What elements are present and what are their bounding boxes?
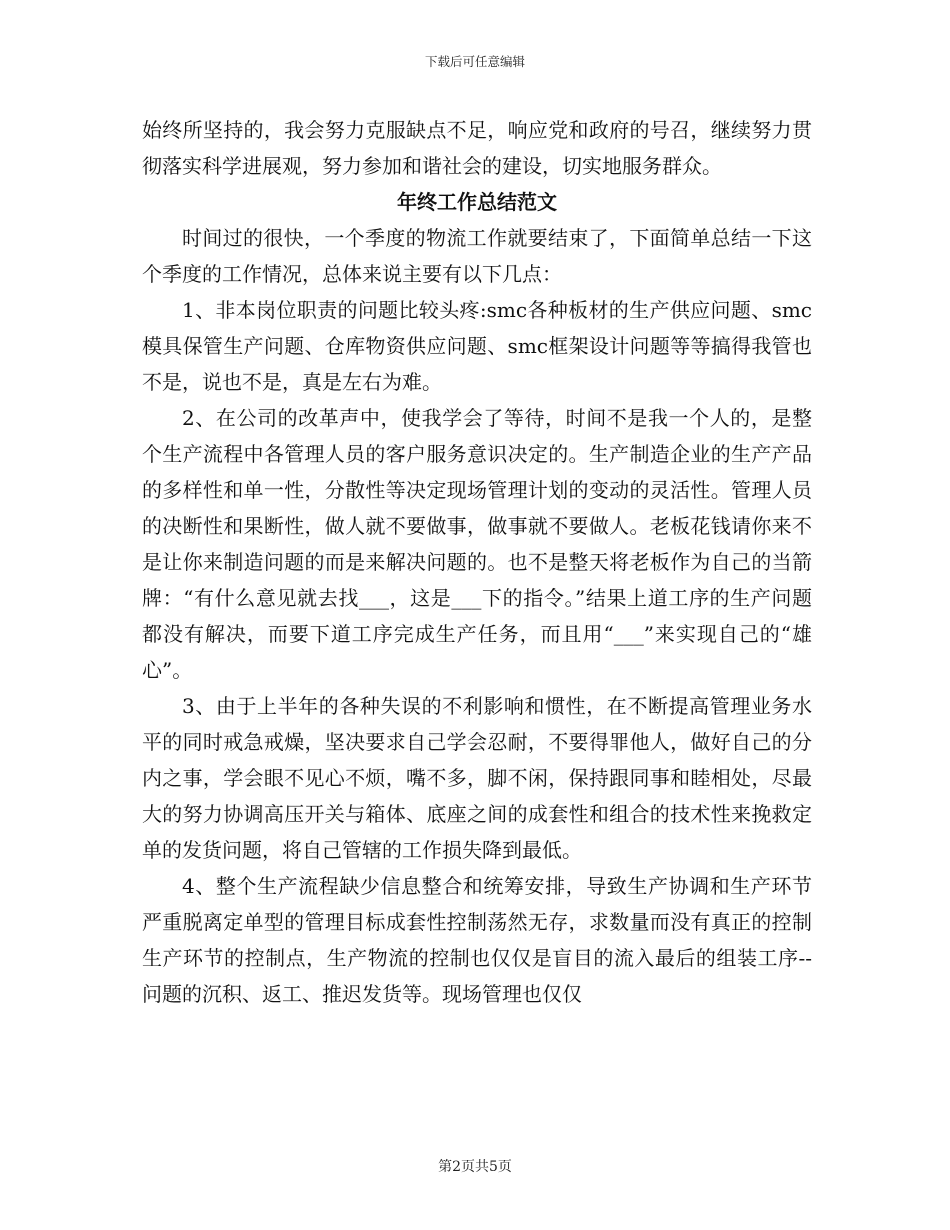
- paragraph-point-2: 2、在公司的改革声中，使我学会了等待，时间不是我一个人的，是整个生产流程中各管理人员的客户服务意识决定的。生产制造企业的生产产品的多样性和单一性，分散性等决定现场管理计划的变动的灵活性。管理人员的决断性和果断性，做人就不要做事，做事就不要做人。老板花钱请你来不是让你来制造问题的而是来解决问题的。也不是整天将老板作为自己的当箭牌：“有什么意见就去找___，这是___下的指令。”结果上道工序的生产问题都没有解决，而要下道工序完成生产任务，而且用“___”来实现自己的“雄心”。: [142, 406, 812, 682]
- paragraph-point-4: 4、整个生产流程缺少信息整合和统筹安排，导致生产协调和生产环节严重脱离定单型的管理目标成套性控制荡然无存，求数量而没有真正的控制生产环节的控制点，生产物流的控制也仅仅是盲目的流入最后的组装工序--问题的沉积、返工、推迟发货等。现场管理也仅仅: [142, 874, 812, 1006]
- page-header: 下载后可任意编辑: [424, 54, 525, 69]
- page-footer: 第2页共5页: [438, 1159, 512, 1175]
- paragraph-intro: 时间过的很快，一个季度的物流工作就要结束了，下面简单总结一下这个季度的工作情况，总体来说主要有以下几点：: [142, 226, 812, 286]
- article-title: 年终工作总结范文: [397, 190, 557, 214]
- intro-paragraph: 始终所坚持的，我会努力克服缺点不足，响应党和政府的号召，继续努力贯彻落实科学进展观，努力参加和谐社会的建设，切实地服务群众。: [142, 118, 812, 178]
- document-body: [142, 112, 812, 1012]
- paragraph-point-1: 1、非本岗位职责的问题比较头疼:smc各种板材的生产供应问题、smc模具保管生产问题、仓库物资供应问题、smc框架设计问题等等搞得我管也不是，说也不是，真是左右为难。: [142, 298, 812, 394]
- paragraph-point-3: 3、由于上半年的各种失误的不利影响和惯性，在不断提高管理业务水平的同时戒急戒燥，坚决要求自己学会忍耐，不要得罪他人，做好自己的分内之事，学会眼不见心不烦，嘴不多，脚不闲，保持跟同事和睦相处，尽最大的努力协调高压开关与箱体、底座之间的成套性和组合的技术性来挽救定单的发货问题，将自己管辖的工作损失降到最低。: [142, 694, 812, 862]
